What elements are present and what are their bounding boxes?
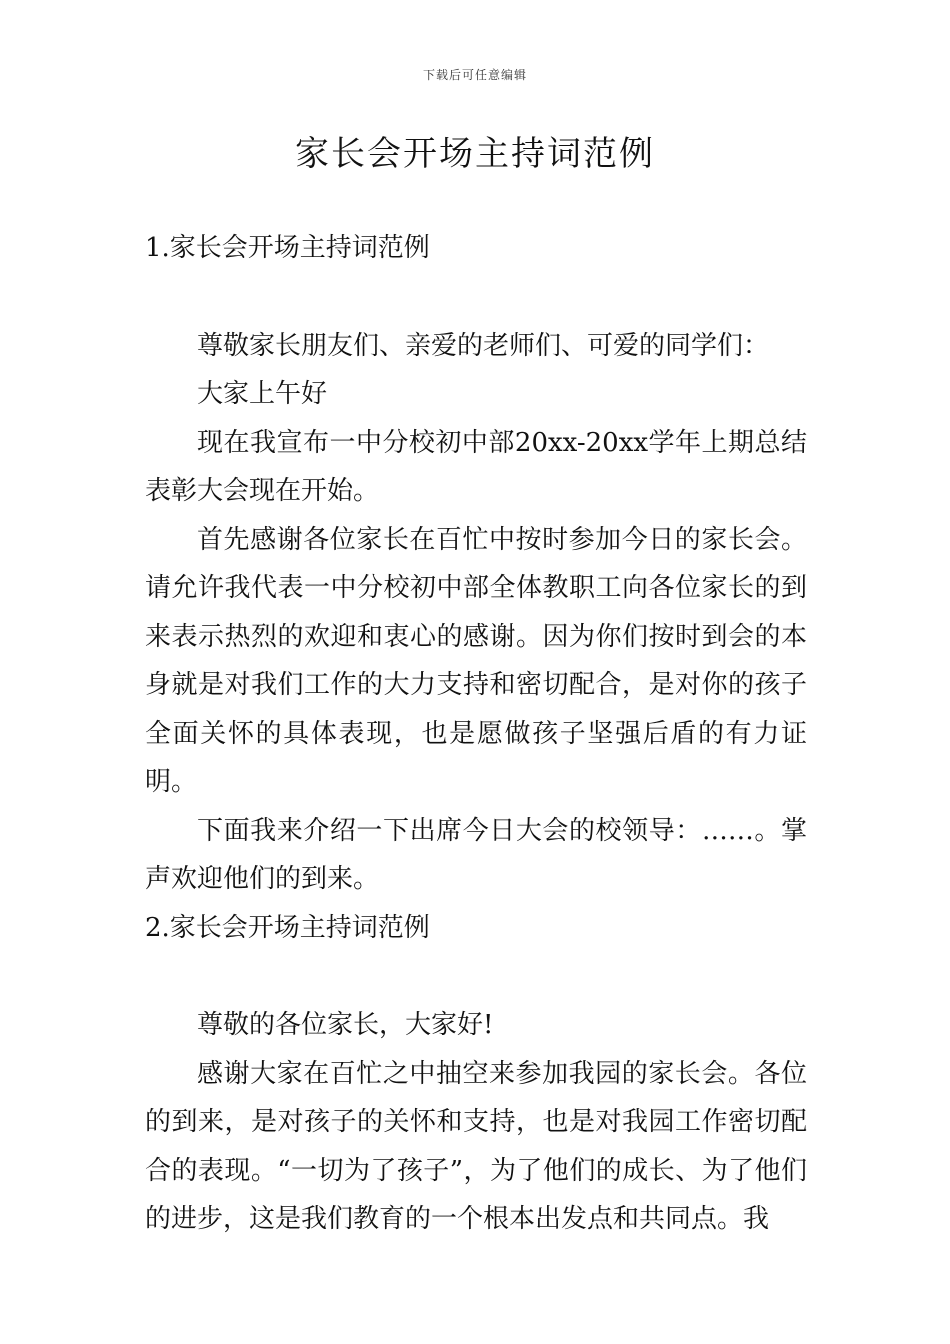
paragraph: 首先感谢各位家长在百忙中按时参加今日的家长会。请允许我代表一中分校初中部全体教职工向各位家长的到来表示热烈的欢迎和衷心的感谢。因为你们按时到会的本身就是对我们工作的大力支持和密切配合，是对你的孩子全面关怀的具体表现，也是愿做孩子坚强后盾的有力证明。	[145, 524, 807, 797]
paragraph: 下面我来介绍一下出席今日大会的校领导：……。掌声欢迎他们的到来。	[145, 815, 807, 894]
section-heading-1: 1.家长会开场主持词范例	[145, 233, 430, 263]
paragraph: 尊敬的各位家长，大家好!	[197, 1010, 494, 1040]
paragraph: 感谢大家在百忙之中抽空来参加我园的家长会。各位的到来，是对孩子的关怀和支持，也是对我园工作密切配合的表现。“一切为了孩子”，为了他们的成长、为了他们的进步，这是我们教育的一个根本出发点和共同点。我	[145, 1058, 807, 1234]
header-note: 下载后可任意编辑	[422, 68, 527, 82]
blank-line	[145, 952, 807, 1001]
blank-line	[145, 273, 807, 322]
document-body	[145, 224, 807, 1244]
paragraph: 尊敬家长朋友们、亲爱的老师们、可爱的同学们：	[197, 330, 770, 361]
paragraph: 大家上午好	[197, 379, 328, 409]
section-heading-2: 2.家长会开场主持词范例	[145, 912, 430, 943]
paragraph: 现在我宣布一中分校初中部20xx-20xx学年上期总结表彰大会现在开始。	[145, 427, 807, 506]
document-title: 家长会开场主持词范例	[295, 134, 655, 174]
